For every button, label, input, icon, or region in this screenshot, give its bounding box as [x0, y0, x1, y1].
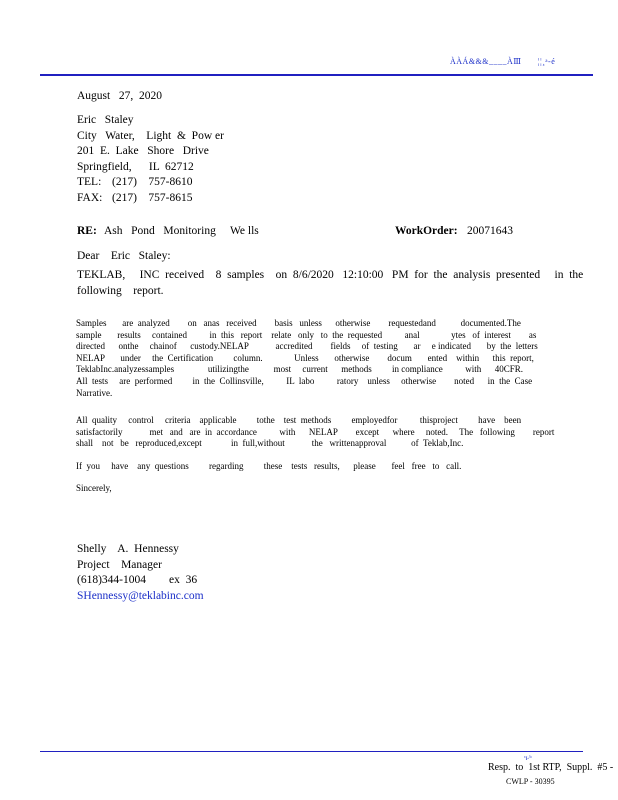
footer-mark: ᶜⱶᵇ	[524, 754, 532, 762]
closing: Sincerely,	[76, 483, 112, 493]
recipient-tel: (217) 757-8610	[112, 176, 193, 188]
paragraph-line: TeklabInc.analyzessamples utilizingthe most current methods in compliance with 40CFR.	[76, 364, 524, 375]
salutation: Dear Eric Staley:	[77, 250, 171, 262]
paragraph-line: shall not be reproduced,except in full,without the writtenapproval of Teklab,Inc.	[76, 438, 464, 449]
workorder-label: WorkOrder:	[395, 225, 458, 237]
footer-response-line: Resp. to 1st RTP, Suppl. #5 -	[488, 762, 614, 773]
footer-rule	[40, 751, 583, 752]
recipient-fax-label: FAX:	[77, 192, 103, 204]
signer-phone: (618)344-1004 ex 36	[77, 574, 198, 586]
paragraph-line: NELAP under the Certification column. Unless otherwise docum ented within this report,	[76, 352, 534, 363]
recipient-fax: (217) 757-8615	[112, 192, 193, 204]
recipient-company: City Water, Light & Pow er	[77, 129, 224, 142]
recipient-street: 201 E. Lake Shore Drive	[77, 145, 209, 157]
recipient-tel-label: TEL:	[77, 176, 102, 188]
footer-document-code: CWLP - 30395	[506, 777, 555, 786]
paragraph-line: directed onthe chainof custody.NELAP accredited fields of testing ar e indicated by the letters	[76, 341, 538, 352]
samples-paragraph	[76, 318, 538, 399]
signer-title: Project Manager	[77, 558, 162, 571]
intro-line: TEKLAB, INC received 8 samples on 8/6/2020 12:10:00 PM for the analysis presented in the	[77, 269, 584, 281]
paragraph-line: All quality control criteria applicable tothe test methods employedfor thisproject have been	[76, 415, 522, 425]
workorder-number: 20071643	[467, 225, 513, 237]
header-rule	[40, 74, 593, 76]
signer-name: Shelly A. Hennessy	[77, 543, 179, 555]
paragraph-line: Narrative.	[76, 387, 113, 398]
paragraph-line: Samples are analyzed on anas received basis unless otherwise requestedand documented.The	[76, 318, 521, 328]
recipient-address	[77, 113, 224, 175]
paragraph-line: satisfactorily met and are in accordance with NELAP except where noted. The following report	[76, 426, 555, 437]
letter-date: August 27, 2020	[77, 90, 162, 102]
signer-email-link[interactable]: SHennessy@teklabinc.com	[77, 589, 204, 602]
recipient-name: Eric Staley	[77, 114, 134, 126]
re-subject: Ash Pond Monitoring We lls	[104, 225, 259, 237]
signature-block	[77, 542, 204, 604]
intro-line: following report.	[77, 284, 164, 297]
paragraph-line: All tests are performed in the Collinsville, IL labo ratory unless otherwise noted in the Case	[76, 375, 533, 386]
header-artifact-left: ÀÀÁ&&&____ÀⅢ	[450, 57, 522, 66]
questions-line: If you have any questions regarding these tests results, please feel free to call.	[76, 461, 462, 471]
recipient-city: Springfield, IL 62712	[77, 160, 194, 173]
header-artifact-right: ¦¦¸ᵃ-é	[538, 57, 556, 66]
paragraph-line: sample results contained in this report relate only to the requested anal ytes of interest as	[76, 329, 537, 340]
quality-paragraph	[76, 415, 554, 450]
intro-paragraph	[77, 268, 583, 299]
re-label: RE:	[77, 225, 97, 237]
